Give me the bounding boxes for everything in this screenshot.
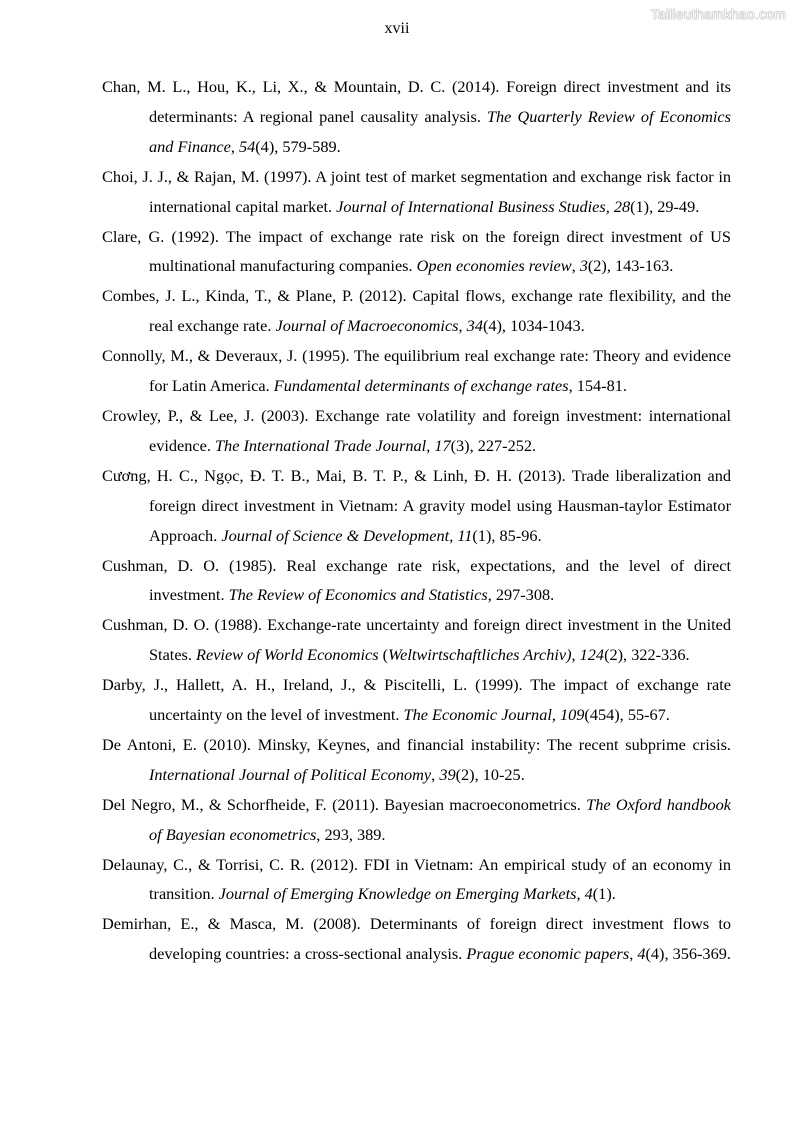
reference-pages: (1).	[592, 884, 616, 904]
reference-entry: Crowley, P., & Lee, J. (2003). Exchange rate volatility and foreign investment: international evidence. The International Trade Journal, 17(3), 227-252.	[102, 405, 731, 455]
reference-pages: (3), 227-252.	[450, 435, 537, 455]
reference-volume: 3	[579, 256, 588, 276]
reference-authors: Cushman, D. O. (1985). Real exchange rate risk, expectations, and the level of direct investment.	[102, 555, 731, 605]
reference-pages: (2), 143-163.	[587, 256, 674, 276]
reference-source: Review of World Economics	[196, 645, 379, 665]
reference-entry: Cushman, D. O. (1988). Exchange-rate uncertainty and foreign direct investment in the United States. Review of World Economics (Weltwirtschaftliches Archiv), 124(2), 322-336.	[102, 615, 731, 665]
reference-source: The International Trade Journal	[215, 435, 427, 455]
reference-source: Prague economic papers	[466, 944, 630, 964]
reference-list	[102, 72, 731, 969]
reference-authors: Delaunay, C., & Torrisi, C. R. (2012). FDI in Vietnam: An empirical study of an economy in transition.	[102, 854, 731, 904]
reference-authors: Clare, G. (1992). The impact of exchange rate risk on the foreign direct investment of US multinational manufacturing companies.	[102, 226, 731, 276]
reference-entry: Cương, H. C., Ngọc, Đ. T. B., Mai, B. T. P., & Linh, Đ. H. (2013). Trade liberalization and foreign direct investment in Vietnam: A gravity model using Hausman-taylor Estimator Approach. Journal of Science & Development, 11(1), 85-96.	[102, 465, 731, 545]
reference-entry: Connolly, M., & Deveraux, J. (1995). The equilibrium real exchange rate: Theory and evidence for Latin America. Fundamental determinants of exchange rates, 154-81.	[102, 346, 731, 396]
reference-pages: (4), 1034-1043.	[482, 316, 585, 336]
reference-pages: (4), 356-369.	[645, 944, 731, 964]
reference-volume: Weltwirtschaftliches Archiv), 124	[388, 645, 605, 665]
reference-volume: 34	[466, 316, 483, 336]
reference-source: Fundamental determinants of exchange rates	[273, 376, 569, 396]
reference-entry: Clare, G. (1992). The impact of exchange rate risk on the foreign direct investment of US multinational manufacturing companies. Open economies review, 3(2), 143-163.	[102, 226, 731, 276]
reference-source: The Oxford handbook of Bayesian econometrics	[149, 794, 731, 844]
reference-entry: Cushman, D. O. (1985). Real exchange rate risk, expectations, and the level of direct investment. The Review of Economics and Statistics, 297-308.	[102, 555, 731, 605]
reference-entry: Combes, J. L., Kinda, T., & Plane, P. (2012). Capital flows, exchange rate flexibility, and the real exchange rate. Journal of Macroeconomics, 34(4), 1034-1043.	[102, 286, 731, 336]
reference-entry: Chan, M. L., Hou, K., Li, X., & Mountain, D. C. (2014). Foreign direct investment and its determinants: A regional panel causality analysis. The Quarterly Review of Economics and Finance, 54(4), 579-589.	[102, 77, 731, 156]
reference-source: International Journal of Political Economy	[149, 764, 432, 784]
reference-source: The Quarterly Review of Economics and Finance	[149, 106, 731, 156]
reference-authors: Chan, M. L., Hou, K., Li, X., & Mountain, D. C. (2014). Foreign direct investment and its determinants: A regional panel causality analysis.	[102, 77, 731, 126]
reference-entry: Demirhan, E., & Masca, M. (2008). Determinants of foreign direct investment flows to developing countries: a cross-sectional analysis. Prague economic papers, 4(4), 356-369.	[102, 914, 731, 964]
reference-authors: Cương, H. C., Ngọc, Đ. T. B., Mai, B. T. P., & Linh, Đ. H. (2013). Trade liberalization and foreign direct investment in Vietnam: A gravity model using Hausman-taylor Estimator Approach.	[102, 465, 731, 545]
reference-volume: 28	[613, 196, 631, 216]
reference-entry: Choi, J. J., & Rajan, M. (1997). A joint test of market segmentation and exchange risk factor in international capital market. Journal of International Business Studies, 28(1), 29-49.	[102, 166, 731, 216]
reference-source: The Economic Journal	[403, 705, 552, 725]
reference-volume: 4	[637, 944, 646, 964]
reference-volume: 11	[457, 525, 473, 545]
reference-entry: Darby, J., Hallett, A. H., Ireland, J., & Piscitelli, L. (1999). The impact of exchange rate uncertainty on the level of investment. The Economic Journal, 109(454), 55-67.	[102, 675, 731, 725]
reference-authors: De Antoni, E. (2010). Minsky, Keynes, and financial instability: The recent subprime crisis.	[102, 734, 731, 754]
reference-pages: (454), 55-67.	[584, 705, 670, 725]
reference-pages: (2), 10-25.	[455, 764, 525, 784]
reference-volume: 4	[584, 884, 593, 904]
reference-pages: 297-308.	[495, 585, 555, 605]
reference-source: The Review of Economics and Statistics	[228, 585, 488, 605]
reference-authors: Combes, J. L., Kinda, T., & Plane, P. (2012). Capital flows, exchange rate flexibility, and the real exchange rate.	[102, 286, 731, 336]
reference-volume: 109	[560, 705, 585, 725]
reference-pages: (1), 85-96.	[472, 525, 542, 545]
reference-authors: Choi, J. J., & Rajan, M. (1997). A joint test of market segmentation and exchange risk factor in international capital market.	[102, 166, 731, 216]
reference-authors: Connolly, M., & Deveraux, J. (1995). The equilibrium real exchange rate: Theory and evidence for Latin America.	[102, 346, 731, 396]
reference-authors: Crowley, P., & Lee, J. (2003). Exchange rate volatility and foreign investment: international evidence.	[102, 405, 731, 455]
reference-source: Journal of International Business Studies	[336, 196, 606, 216]
reference-pages: (2), 322-336.	[604, 645, 690, 665]
reference-pages: 293, 389.	[324, 824, 386, 844]
page-number: xvii	[384, 20, 410, 37]
reference-entry: Del Negro, M., & Schorfheide, F. (2011). Bayesian macroeconometrics. The Oxford handbook of Bayesian econometrics, 293, 389.	[102, 794, 731, 844]
reference-authors: Del Negro, M., & Schorfheide, F. (2011). Bayesian macroeconometrics.	[102, 794, 587, 814]
reference-pages: 154-81.	[576, 376, 627, 396]
reference-pages: (1), 29-49.	[630, 196, 700, 216]
reference-pages: (4), 579-589.	[255, 136, 341, 156]
reference-authors: Cushman, D. O. (1988). Exchange-rate uncertainty and foreign direct investment in the United States.	[102, 615, 731, 665]
watermark: Tailieuthamkhao.com	[650, 6, 786, 22]
reference-volume: 39	[439, 764, 456, 784]
reference-authors: Darby, J., Hallett, A. H., Ireland, J., & Piscitelli, L. (1999). The impact of exchange rate uncertainty on the level of investment.	[102, 675, 731, 725]
reference-volume: 17	[434, 435, 451, 455]
reference-entry: De Antoni, E. (2010). Minsky, Keynes, and financial instability: The recent subprime crisis. International Journal of Political Economy, 39(2), 10-25.	[102, 734, 731, 784]
reference-source: Journal of Science & Development	[221, 525, 450, 545]
reference-authors: Demirhan, E., & Masca, M. (2008). Determinants of foreign direct investment flows to developing countries: a cross-sectional analysis.	[102, 914, 731, 964]
reference-source: Journal of Macroeconomics	[275, 316, 459, 336]
reference-source: Open economies review	[416, 256, 572, 276]
reference-entry: Delaunay, C., & Torrisi, C. R. (2012). FDI in Vietnam: An empirical study of an economy in transition. Journal of Emerging Knowledge on Emerging Markets, 4(1).	[102, 854, 731, 904]
reference-source: Journal of Emerging Knowledge on Emerging Markets	[218, 884, 577, 904]
reference-volume: 54	[238, 136, 256, 156]
